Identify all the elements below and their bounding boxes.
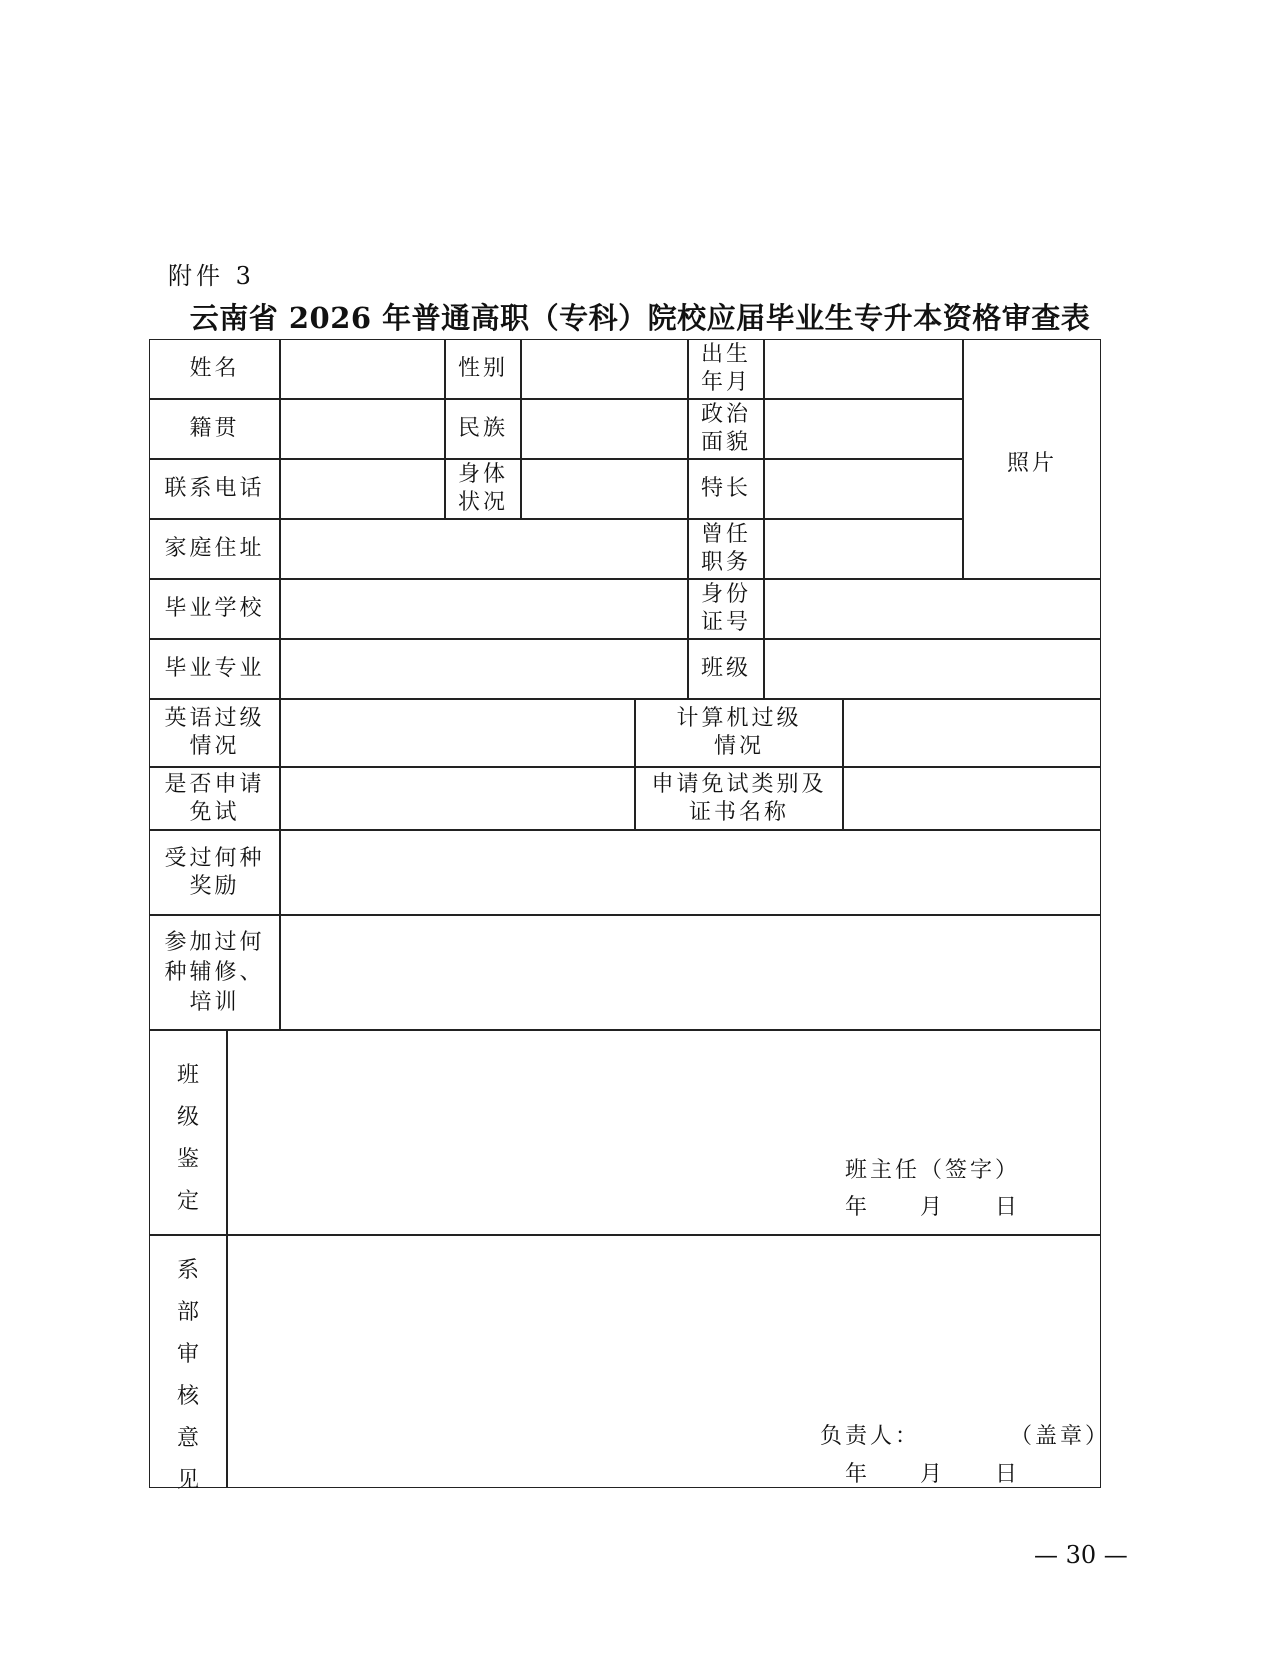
teacher-date-label: 年 月 日 bbox=[845, 1195, 1021, 1220]
label-former-post: 曾任 职务 bbox=[688, 519, 764, 579]
birth-field[interactable] bbox=[764, 339, 963, 399]
awards-field[interactable] bbox=[280, 830, 1101, 915]
label-phone: 联系电话 bbox=[149, 459, 280, 519]
school-field[interactable] bbox=[280, 579, 688, 639]
class-eval-char: 班 bbox=[176, 1063, 199, 1088]
ethnic-field[interactable] bbox=[521, 399, 688, 459]
label-school: 毕业学校 bbox=[149, 579, 280, 639]
specialty-field[interactable] bbox=[764, 459, 963, 519]
label-specialty: 特长 bbox=[688, 459, 764, 519]
former-post-field[interactable] bbox=[764, 519, 963, 579]
label-id-number: 身份 证号 bbox=[688, 579, 764, 639]
address-field[interactable] bbox=[280, 519, 688, 579]
dept-review-char: 系 bbox=[176, 1258, 199, 1283]
label-ethnic: 民族 bbox=[445, 399, 521, 459]
label-exempt: 是否申请 免试 bbox=[149, 767, 280, 830]
form-title: 云南省 2026 年普通高职（专科）院校应届毕业生专升本资格审查表 bbox=[189, 301, 1091, 335]
label-political: 政治 面貌 bbox=[688, 399, 764, 459]
major-field[interactable] bbox=[280, 639, 688, 699]
class-eval-char: 级 bbox=[176, 1105, 199, 1130]
dept-review-char: 见 bbox=[176, 1468, 199, 1493]
computer-field[interactable] bbox=[843, 699, 1101, 767]
phone-field[interactable] bbox=[280, 459, 445, 519]
dept-review-field[interactable] bbox=[227, 1235, 1101, 1488]
attachment-label: 附件 3 bbox=[168, 262, 255, 290]
native-field[interactable] bbox=[280, 399, 445, 459]
training-field[interactable] bbox=[280, 915, 1101, 1030]
dept-review-char: 意 bbox=[176, 1426, 199, 1451]
exempt-field[interactable] bbox=[280, 767, 635, 830]
class-eval-char: 定 bbox=[176, 1189, 199, 1214]
label-dept-review bbox=[149, 1235, 227, 1493]
label-training: 参加过何 种辅修、 培训 bbox=[149, 915, 280, 1030]
teacher-signature-label: 班主任（签字） bbox=[845, 1158, 1021, 1183]
label-english: 英语过级 情况 bbox=[149, 699, 280, 767]
label-awards: 受过何种 奖励 bbox=[149, 830, 280, 915]
label-address: 家庭住址 bbox=[149, 519, 280, 579]
label-exempt-type: 申请免试类别及 证书名称 bbox=[635, 767, 843, 830]
exempt-type-field[interactable] bbox=[843, 767, 1101, 830]
class-field[interactable] bbox=[764, 639, 1101, 699]
dept-review-char: 部 bbox=[176, 1300, 199, 1325]
label-gender: 性别 bbox=[445, 339, 521, 399]
label-health: 身体 状况 bbox=[445, 459, 521, 519]
label-native: 籍贯 bbox=[149, 399, 280, 459]
label-major: 毕业专业 bbox=[149, 639, 280, 699]
label-name: 姓名 bbox=[149, 339, 280, 399]
label-computer: 计算机过级 情况 bbox=[635, 699, 843, 767]
gender-field[interactable] bbox=[521, 339, 688, 399]
label-class-eval bbox=[149, 1030, 227, 1235]
english-field[interactable] bbox=[280, 699, 635, 767]
dept-review-char: 核 bbox=[176, 1384, 199, 1409]
dept-review-char: 审 bbox=[176, 1342, 199, 1367]
label-class: 班级 bbox=[688, 639, 764, 699]
health-field[interactable] bbox=[521, 459, 688, 519]
seal-label: （盖章） bbox=[1010, 1424, 1111, 1449]
head-date-label: 年 月 日 bbox=[845, 1462, 1021, 1487]
political-field[interactable] bbox=[764, 399, 963, 459]
name-field[interactable] bbox=[280, 339, 445, 399]
page-number: — 30 — bbox=[1034, 1541, 1128, 1569]
class-eval-char: 鉴 bbox=[176, 1147, 199, 1172]
photo-box: 照片 bbox=[963, 339, 1101, 579]
id-number-field[interactable] bbox=[764, 579, 1101, 639]
head-signature-label: 负责人： bbox=[820, 1424, 921, 1449]
label-birth: 出生 年月 bbox=[688, 339, 764, 399]
